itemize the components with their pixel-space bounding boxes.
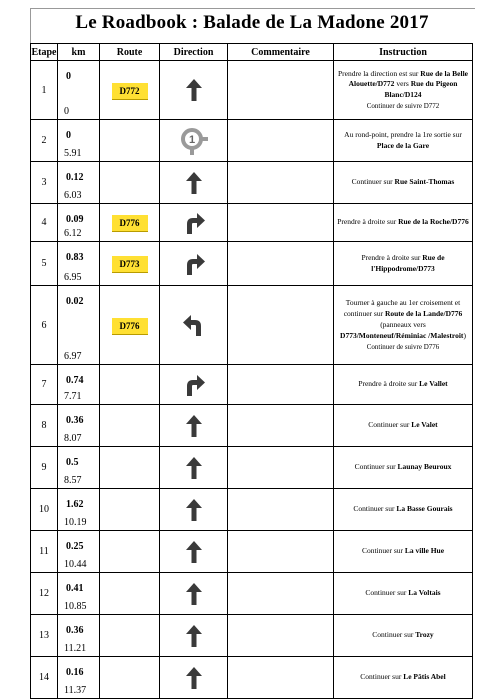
instruction-cell <box>334 657 473 699</box>
header-instruction: Instruction <box>334 44 473 61</box>
km-cell <box>58 657 100 699</box>
straight-arrow-icon <box>181 413 207 439</box>
km-cell <box>58 405 100 447</box>
etape-cell: 9 <box>31 447 58 489</box>
table-row <box>31 447 473 489</box>
roundabout-exit-number: 1 <box>188 133 195 146</box>
straight-arrow-icon <box>181 581 207 607</box>
turn-right-arrow-icon <box>181 210 207 236</box>
header-commentaire: Commentaire <box>228 44 334 61</box>
direction-cell <box>160 573 228 615</box>
km-cell <box>58 447 100 489</box>
instruction-text: Continuer sur Launay Beuroux <box>354 462 452 472</box>
instruction-cell <box>334 365 473 405</box>
table-row <box>31 615 473 657</box>
turn-right-arrow-icon <box>181 372 207 398</box>
instruction-text: Prendre à droite sur Rue de l'Hippodrome/D773 <box>361 252 445 273</box>
table-row <box>31 531 473 573</box>
etape-cell: 2 <box>31 120 58 162</box>
km-cell <box>58 489 100 531</box>
commentaire-cell <box>228 365 334 405</box>
table-row <box>31 573 473 615</box>
instruction-cell <box>334 162 473 204</box>
route-cell <box>100 489 160 531</box>
commentaire-cell <box>228 615 334 657</box>
instruction-cell <box>334 447 473 489</box>
commentaire-cell <box>228 531 334 573</box>
direction-cell <box>160 162 228 204</box>
direction-cell <box>160 405 228 447</box>
direction-cell <box>160 120 228 162</box>
km-step: 0.25 <box>66 541 84 552</box>
table-row <box>31 286 473 365</box>
etape-cell: 8 <box>31 405 58 447</box>
commentaire-cell <box>228 405 334 447</box>
direction-cell <box>160 489 228 531</box>
straight-arrow-icon <box>181 497 207 523</box>
instruction-note: Continuer de suivre D776 <box>366 342 440 351</box>
km-cumulative: 6.03 <box>64 190 82 201</box>
km-step: 0.5 <box>66 457 79 468</box>
direction-cell <box>160 365 228 405</box>
km-cell <box>58 204 100 242</box>
direction-cell <box>160 657 228 699</box>
route-cell <box>100 120 160 162</box>
km-cumulative: 11.21 <box>64 643 87 654</box>
straight-arrow-icon <box>181 623 207 649</box>
instruction-text: Continuer sur Le Pâtis Abel <box>360 672 446 682</box>
etape-cell: 7 <box>31 365 58 405</box>
etape-cell: 4 <box>31 204 58 242</box>
commentaire-cell <box>228 286 334 365</box>
km-cumulative: 10.19 <box>64 517 87 528</box>
etape-cell: 13 <box>31 615 58 657</box>
instruction-text: Tourner à gauche au 1er croisement et continuer sur Route de la Lande/D776 (panneaux vers D773/Monteneuf/Réminiac /Malestroit) <box>340 298 466 340</box>
direction-cell <box>160 531 228 573</box>
km-step: 0.74 <box>66 375 84 386</box>
etape-cell: 5 <box>31 242 58 286</box>
straight-arrow-icon <box>181 170 207 196</box>
table-row <box>31 242 473 286</box>
km-cumulative: 6.97 <box>64 351 82 362</box>
route-cell <box>100 365 160 405</box>
instruction-cell <box>334 242 473 286</box>
km-cell <box>58 120 100 162</box>
route-cell <box>100 286 160 365</box>
etape-cell: 1 <box>31 61 58 120</box>
instruction-text: Continuer sur La Voltais <box>365 588 441 598</box>
table-header-row <box>31 44 473 61</box>
etape-cell: 10 <box>31 489 58 531</box>
instruction-cell <box>334 573 473 615</box>
direction-cell <box>160 615 228 657</box>
etape-cell: 6 <box>31 286 58 365</box>
km-step: 1.62 <box>66 499 84 510</box>
roadbook-table <box>30 43 473 699</box>
direction-cell <box>160 242 228 286</box>
turn-right-arrow-icon <box>181 251 207 277</box>
straight-arrow-icon <box>181 539 207 565</box>
instruction-text: Prendre à droite sur Rue de la Roche/D776 <box>337 217 469 227</box>
instruction-cell <box>334 531 473 573</box>
route-cell <box>100 405 160 447</box>
instruction-text: Continuer sur La ville Hue <box>361 546 445 556</box>
km-cell <box>58 615 100 657</box>
km-step: 0 <box>66 71 71 82</box>
instruction-cell <box>334 286 473 365</box>
straight-arrow-icon <box>181 455 207 481</box>
route-cell <box>100 204 160 242</box>
km-step: 0.41 <box>66 583 84 594</box>
commentaire-cell <box>228 204 334 242</box>
table-row <box>31 657 473 699</box>
km-cumulative: 5.91 <box>64 148 82 159</box>
km-step: 0.12 <box>66 172 84 183</box>
header-km: km <box>58 44 100 61</box>
table-row <box>31 204 473 242</box>
etape-cell: 12 <box>31 573 58 615</box>
km-cumulative: 6.12 <box>64 228 82 239</box>
table-row <box>31 489 473 531</box>
instruction-text: Au rond-point, prendre la 1re sortie sur Place de la Gare <box>344 129 462 150</box>
km-step: 0.09 <box>66 214 84 225</box>
km-cumulative: 6.95 <box>64 272 82 283</box>
km-step: 0.83 <box>66 252 84 263</box>
km-cumulative: 8.07 <box>64 433 82 444</box>
header-etape: Etape <box>31 44 58 61</box>
route-cell <box>100 615 160 657</box>
commentaire-cell <box>228 162 334 204</box>
route-cell <box>100 573 160 615</box>
km-cell <box>58 573 100 615</box>
instruction-text: Prendre à droite sur Le Vallet <box>358 379 448 389</box>
route-badge: D773 <box>112 256 148 273</box>
table-row <box>31 162 473 204</box>
etape-cell: 14 <box>31 657 58 699</box>
commentaire-cell <box>228 573 334 615</box>
instruction-text: Continuer sur Trozy <box>372 630 434 640</box>
header-direction: Direction <box>160 44 228 61</box>
route-cell <box>100 162 160 204</box>
instruction-cell <box>334 61 473 120</box>
commentaire-cell <box>228 120 334 162</box>
route-cell <box>100 242 160 286</box>
route-badge: D776 <box>112 215 148 232</box>
etape-cell: 3 <box>31 162 58 204</box>
route-cell <box>100 531 160 573</box>
commentaire-cell <box>228 489 334 531</box>
km-step: 0 <box>66 130 71 141</box>
commentaire-cell <box>228 657 334 699</box>
route-cell <box>100 657 160 699</box>
page-title: Le Roadbook : Balade de La Madone 2017 <box>75 12 429 33</box>
route-cell <box>100 61 160 120</box>
instruction-cell <box>334 120 473 162</box>
route-cell <box>100 447 160 489</box>
instruction-cell <box>334 489 473 531</box>
km-cell <box>58 162 100 204</box>
km-cumulative: 10.44 <box>64 559 87 570</box>
instruction-text: Prendre la direction est sur Rue de la Belle Alouette/D772 vers Rue du Pigeon Blanc/D124 <box>338 68 468 100</box>
etape-cell: 11 <box>31 531 58 573</box>
table-row <box>31 120 473 162</box>
route-badge: D776 <box>112 318 148 335</box>
km-cell <box>58 286 100 365</box>
km-cumulative: 10.85 <box>64 601 87 612</box>
turn-left-arrow-icon <box>181 312 207 338</box>
instruction-text: Continuer sur Rue Saint-Thomas <box>351 177 455 187</box>
instruction-text: Continuer sur Le Valet <box>368 420 438 430</box>
km-step: 0.36 <box>66 415 84 426</box>
instruction-text: Continuer sur La Basse Gourais <box>353 504 453 514</box>
route-badge: D772 <box>112 83 148 100</box>
km-cell <box>58 365 100 405</box>
instruction-cell <box>334 615 473 657</box>
instruction-cell <box>334 405 473 447</box>
header-route: Route <box>100 44 160 61</box>
instruction-note: Continuer de suivre D772 <box>366 102 440 111</box>
roundabout-exit-1-icon <box>179 126 209 156</box>
direction-cell <box>160 204 228 242</box>
commentaire-cell <box>228 61 334 120</box>
commentaire-cell <box>228 242 334 286</box>
km-cumulative: 0 <box>64 106 69 117</box>
km-cumulative: 11.37 <box>64 685 87 696</box>
direction-cell <box>160 286 228 365</box>
direction-cell <box>160 61 228 120</box>
km-cell <box>58 242 100 286</box>
table-row <box>31 61 473 120</box>
km-step: 0.16 <box>66 667 84 678</box>
km-cumulative: 8.57 <box>64 475 82 486</box>
table-row <box>31 405 473 447</box>
table-row <box>31 365 473 405</box>
km-step: 0.36 <box>66 625 84 636</box>
km-step: 0.02 <box>66 296 84 307</box>
commentaire-cell <box>228 447 334 489</box>
straight-arrow-icon <box>181 665 207 691</box>
straight-arrow-icon <box>181 77 207 103</box>
direction-cell <box>160 447 228 489</box>
km-cell <box>58 531 100 573</box>
km-cumulative: 7.71 <box>64 391 82 402</box>
km-cell <box>58 61 100 120</box>
instruction-cell <box>334 204 473 242</box>
